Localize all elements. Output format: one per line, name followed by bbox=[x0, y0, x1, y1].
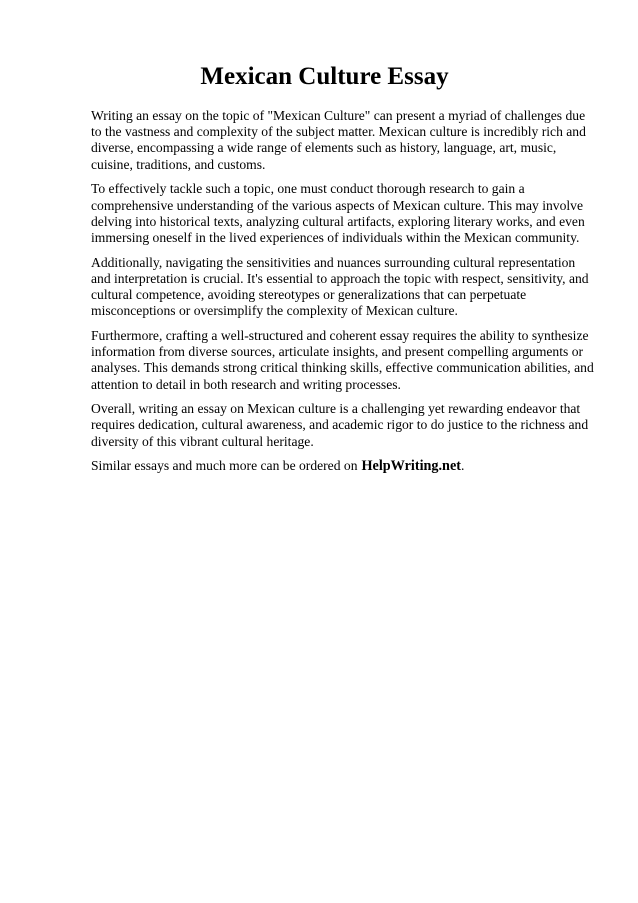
footer-text: Similar essays and much more can be ordered on bbox=[91, 458, 358, 474]
paragraph-1: Writing an essay on the topic of "Mexican Culture" can present a myriad of challenges due to the vastness and complexity of the subject matter. Mexican culture is incredibly rich and diverse, encompassing a wide range of elements such as history, language, art, music, cuisine, traditions, and customs. bbox=[91, 108, 586, 172]
paragraph-3: Additionally, navigating the sensitivities and nuances surrounding cultural representation and interpretation is crucial. It's essential to approach the topic with respect, sensitivity, and cultural competence, avoiding stereotypes or generalizations that can perpetuate misconceptions or oversimplify the complexity of Mexican culture. bbox=[91, 254, 589, 319]
paragraph-4: Furthermore, crafting a well-structured and coherent essay requires the ability to synthesize information from diverse sources, articulate insights, and present compelling arguments or analyses. This demands strong critical thinking skills, effective communication abilities, and attention to detail in both research and writing processes. bbox=[91, 327, 594, 392]
helpwriting-link[interactable]: HelpWriting.net bbox=[361, 458, 461, 475]
footer-suffix: . bbox=[460, 458, 465, 474]
order-footer bbox=[91, 458, 598, 474]
page-title: Mexican Culture Essay bbox=[200, 63, 449, 90]
paragraph-5: Overall, writing an essay on Mexican culture is a challenging yet rewarding endeavor that requires dedication, cultural awareness, and academic rigor to do justice to the richness and diversity of this vibrant cultural heritage. bbox=[91, 401, 589, 449]
paragraph-2: To effectively tackle such a topic, one must conduct thorough research to gain a comprehensive understanding of the various aspects of Mexican culture. This may involve delving into historical texts, analyzing cultural artifacts, exploring literary works, and even immersing oneself in the lived experiences of individuals within the Mexican community. bbox=[91, 181, 585, 245]
